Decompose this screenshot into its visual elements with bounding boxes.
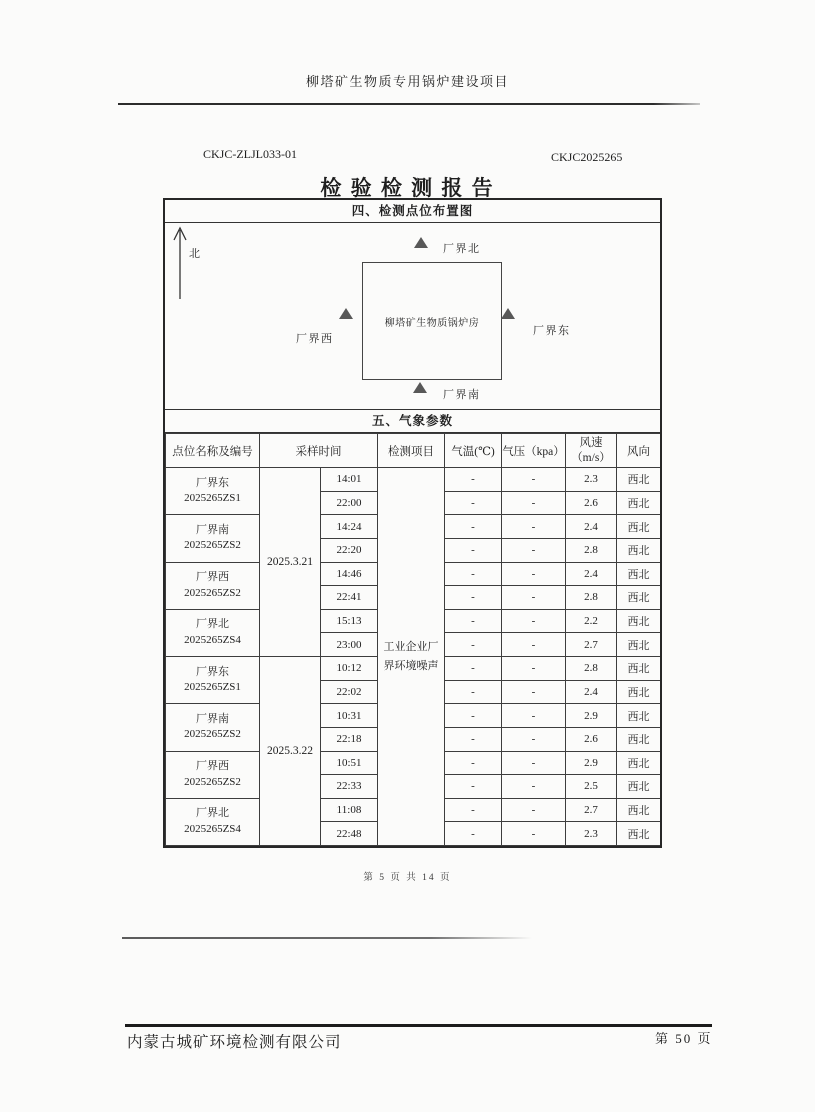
time-cell: 15:13 <box>321 609 378 633</box>
col-header-point: 点位名称及编号 <box>166 434 260 468</box>
date-cell: 2025.3.22 <box>260 657 321 846</box>
footer-rule <box>125 1024 712 1027</box>
time-cell: 14:46 <box>321 562 378 586</box>
wind-speed-cell: 2.9 <box>566 751 617 775</box>
time-cell: 10:12 <box>321 657 378 681</box>
point-name-cell <box>166 751 260 798</box>
wind-direction-cell: 西北 <box>617 633 661 657</box>
pressure-cell: - <box>502 727 566 751</box>
wind-speed-cell: 2.5 <box>566 775 617 799</box>
test-item-cell: 工业企业厂界环境噪声 <box>378 468 445 846</box>
point-name-cell <box>166 609 260 656</box>
temp-cell: - <box>445 609 502 633</box>
wind-speed-cell: 2.6 <box>566 491 617 515</box>
pressure-cell: - <box>502 680 566 704</box>
report-body-frame <box>163 198 662 848</box>
time-cell: 14:01 <box>321 468 378 492</box>
wind-direction-cell: 西北 <box>617 775 661 799</box>
header-rule <box>118 103 700 105</box>
section5-title: 五、气象参数 <box>165 410 660 433</box>
pressure-cell: - <box>502 751 566 775</box>
marker-label-north: 厂界北 <box>443 243 481 255</box>
wind-speed-cell: 2.6 <box>566 727 617 751</box>
pressure-cell: - <box>502 468 566 492</box>
temp-cell: - <box>445 633 502 657</box>
time-cell: 14:24 <box>321 515 378 539</box>
time-cell: 10:51 <box>321 751 378 775</box>
temp-cell: - <box>445 751 502 775</box>
point-code: 2025265ZS2 <box>184 586 241 599</box>
doc-code-right: CKJC2025265 <box>551 150 623 164</box>
report-title: 检 验 检 测 报 告 <box>320 176 495 200</box>
time-cell: 22:48 <box>321 822 378 846</box>
page-number: 第 50 页 <box>655 1031 713 1046</box>
wind-direction-cell: 西北 <box>617 562 661 586</box>
col-header-pressure: 气压（kpa） <box>502 434 566 468</box>
temp-cell: - <box>445 562 502 586</box>
wind-speed-cell: 2.3 <box>566 822 617 846</box>
point-code: 2025265ZS4 <box>184 633 241 646</box>
point-name-cell <box>166 704 260 751</box>
wind-speed-cell: 2.9 <box>566 704 617 728</box>
pressure-cell: - <box>502 704 566 728</box>
point-code: 2025265ZS2 <box>184 728 241 741</box>
point-name-cell <box>166 657 260 704</box>
time-cell: 10:31 <box>321 704 378 728</box>
pressure-cell: - <box>502 491 566 515</box>
sheet-page-count: 第 5 页 共 14 页 <box>363 873 452 883</box>
temp-cell: - <box>445 822 502 846</box>
point-name: 厂界东 <box>196 665 229 678</box>
temp-cell: - <box>445 586 502 610</box>
point-code: 2025265ZS2 <box>184 775 241 788</box>
pressure-cell: - <box>502 657 566 681</box>
wind-speed-cell: 2.3 <box>566 468 617 492</box>
wind-direction-cell: 西北 <box>617 704 661 728</box>
point-name: 厂界西 <box>196 571 229 584</box>
col-header-time: 采样时间 <box>260 434 378 468</box>
temp-cell: - <box>445 468 502 492</box>
point-name: 厂界南 <box>196 523 229 536</box>
wind-direction-cell: 西北 <box>617 727 661 751</box>
triangle-marker-east-icon <box>501 308 515 319</box>
wind-speed-cell: 2.4 <box>566 562 617 586</box>
point-name: 厂界北 <box>196 807 229 820</box>
point-name-cell <box>166 798 260 845</box>
temp-cell: - <box>445 680 502 704</box>
pressure-cell: - <box>502 515 566 539</box>
monitoring-point-layout-diagram <box>165 223 660 410</box>
point-name: 厂界南 <box>196 712 229 725</box>
marker-label-west: 厂界西 <box>296 333 334 345</box>
triangle-marker-south-icon <box>413 382 427 393</box>
pressure-cell: - <box>502 775 566 799</box>
wind-direction-cell: 西北 <box>617 491 661 515</box>
section4-title: 四、检测点位布置图 <box>165 200 660 223</box>
time-cell: 22:18 <box>321 727 378 751</box>
temp-cell: - <box>445 727 502 751</box>
boiler-building-box <box>362 262 502 380</box>
pressure-cell: - <box>502 798 566 822</box>
wind-direction-cell: 西北 <box>617 515 661 539</box>
col-header-direction: 风向 <box>617 434 661 468</box>
wind-speed-header-line2: （m/s） <box>571 451 611 464</box>
point-name-cell <box>166 562 260 609</box>
pressure-cell: - <box>502 586 566 610</box>
temp-cell: - <box>445 657 502 681</box>
wind-direction-cell: 西北 <box>617 751 661 775</box>
wind-speed-cell: 2.2 <box>566 609 617 633</box>
pressure-cell: - <box>502 633 566 657</box>
wind-direction-cell: 西北 <box>617 468 661 492</box>
pressure-cell: - <box>502 538 566 562</box>
pressure-cell: - <box>502 822 566 846</box>
wind-direction-cell: 西北 <box>617 822 661 846</box>
wind-speed-cell: 2.8 <box>566 657 617 681</box>
time-cell: 11:08 <box>321 798 378 822</box>
boiler-building-label: 柳塔矿生物质锅炉房 <box>384 317 480 329</box>
wind-speed-cell: 2.4 <box>566 515 617 539</box>
company-name: 内蒙古城矿环境检测有限公司 <box>127 1034 342 1051</box>
wind-direction-cell: 西北 <box>617 609 661 633</box>
point-name: 厂界东 <box>196 476 229 489</box>
point-name-cell <box>166 468 260 515</box>
wind-speed-cell: 2.7 <box>566 798 617 822</box>
wind-speed-cell: 2.8 <box>566 586 617 610</box>
pressure-cell: - <box>502 609 566 633</box>
time-cell: 22:33 <box>321 775 378 799</box>
point-name: 厂界北 <box>196 618 229 631</box>
date-cell: 2025.3.21 <box>260 468 321 657</box>
pressure-cell: - <box>502 562 566 586</box>
temp-cell: - <box>445 775 502 799</box>
time-cell: 22:00 <box>321 491 378 515</box>
col-header-temp: 气温(℃) <box>445 434 502 468</box>
north-label: 北 <box>189 248 200 260</box>
temp-cell: - <box>445 538 502 562</box>
triangle-marker-north-icon <box>414 237 428 248</box>
temp-cell: - <box>445 798 502 822</box>
point-code: 2025265ZS1 <box>184 681 241 694</box>
temp-cell: - <box>445 704 502 728</box>
table-row <box>166 468 661 492</box>
table-header-row <box>166 434 661 468</box>
mid-rule <box>122 937 532 939</box>
time-cell: 22:20 <box>321 538 378 562</box>
point-code: 2025265ZS4 <box>184 822 241 835</box>
col-header-wind-speed <box>566 434 617 468</box>
wind-direction-cell: 西北 <box>617 657 661 681</box>
wind-speed-header-line1: 风速 <box>579 437 603 450</box>
time-cell: 23:00 <box>321 633 378 657</box>
time-cell: 22:02 <box>321 680 378 704</box>
wind-direction-cell: 西北 <box>617 538 661 562</box>
point-code: 2025265ZS1 <box>184 492 241 505</box>
project-header: 柳塔矿生物质专用锅炉建设项目 <box>305 74 509 89</box>
wind-direction-cell: 西北 <box>617 798 661 822</box>
temp-cell: - <box>445 491 502 515</box>
wind-direction-cell: 西北 <box>617 680 661 704</box>
doc-code-left: CKJC-ZLJL033-01 <box>203 147 297 161</box>
wind-speed-cell: 2.4 <box>566 680 617 704</box>
marker-label-south: 厂界南 <box>443 389 481 401</box>
meteorological-parameters-table <box>165 433 661 846</box>
point-code: 2025265ZS2 <box>184 539 241 552</box>
point-name: 厂界西 <box>196 760 229 773</box>
point-name-cell <box>166 515 260 562</box>
wind-speed-cell: 2.8 <box>566 538 617 562</box>
temp-cell: - <box>445 515 502 539</box>
time-cell: 22:41 <box>321 586 378 610</box>
col-header-item: 检测项目 <box>378 434 445 468</box>
north-arrow-icon <box>170 226 190 302</box>
wind-speed-cell: 2.7 <box>566 633 617 657</box>
marker-label-east: 厂界东 <box>533 325 571 337</box>
wind-direction-cell: 西北 <box>617 586 661 610</box>
triangle-marker-west-icon <box>339 308 353 319</box>
